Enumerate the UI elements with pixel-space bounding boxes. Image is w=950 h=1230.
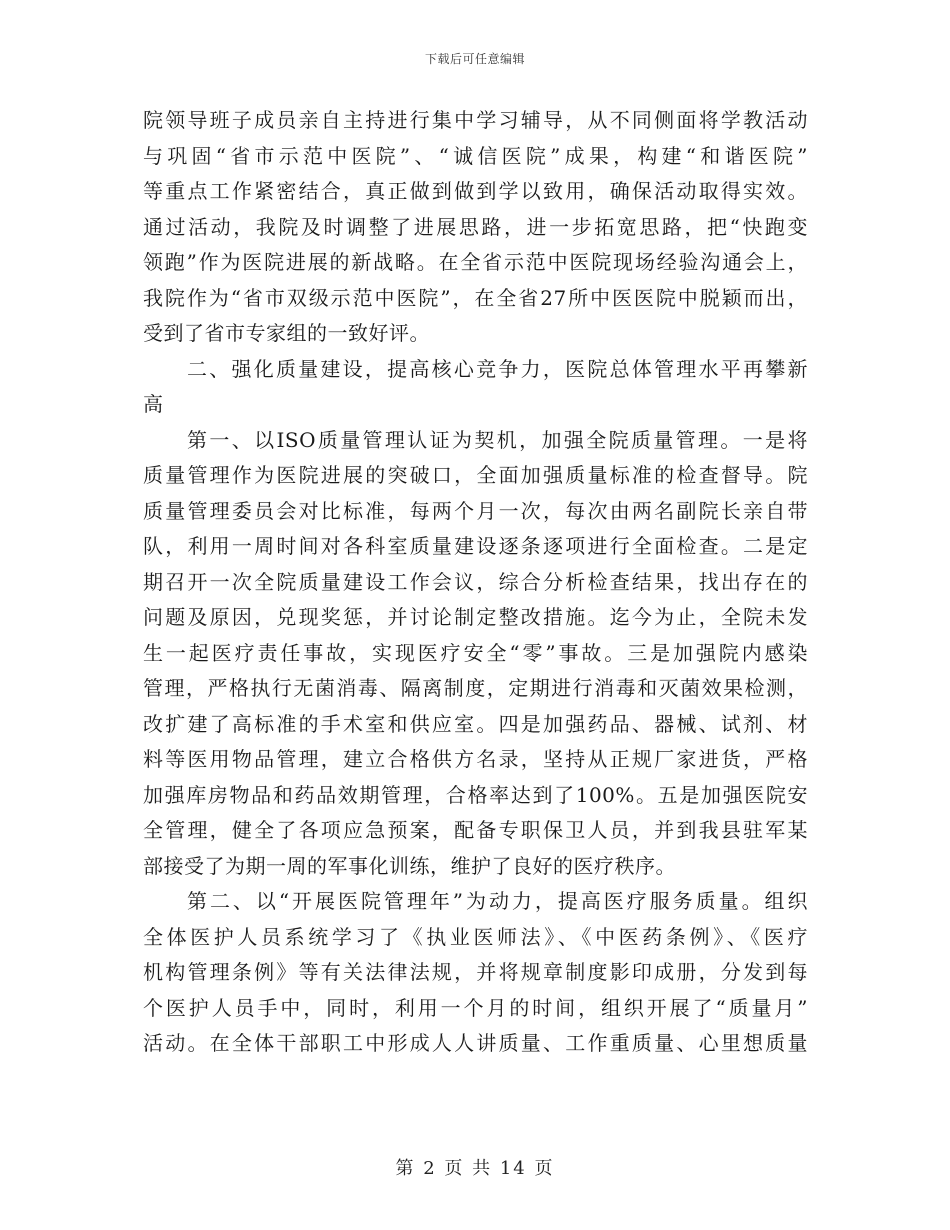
text-line: 料等医用物品管理，建立合格供方名录，坚持从正规厂家进货，严格 [143,747,808,771]
text-line: 部接受了为期一周的军事化训练，维护了良好的医疗秩序。 [143,853,676,878]
text-line: 通过活动，我院及时调整了进展思路，进一步拓宽思路，把“快跑变 [143,214,808,239]
text-line: 改扩建了高标准的手术室和供应室。四是加强药品、器械、试剂、材 [143,711,808,736]
text-line: 领跑”作为医院进展的新战略。在全省示范中医院现场经验沟通会上， [143,250,808,274]
text-line: 全体医护人员系统学习了《执业医师法》、《中医药条例》、《医疗 [143,924,808,949]
text-line: 机构管理条例》等有关法律法规，并将规章制度影印成册，分发到每 [143,960,808,984]
text-line: 队，利用一周时间对各科室质量建设逐条逐项进行全面检查。二是定 [143,534,808,558]
text-line: 质量管理委员会对比标准，每两个月一次，每次由两名副院长亲自带 [143,498,808,523]
text-line: 期召开一次全院质量建设工作会议，综合分析检查结果，找出存在的 [143,569,808,594]
section-heading-line: 二、强化质量建设，提高核心竞争力，医院总体管理水平再攀新 [187,356,808,381]
text-line: 加强库房物品和药品效期管理，合格率达到了100%。五是加强医院安 [143,782,808,807]
page-header: 下载后可任意编辑 [424,52,525,66]
text-line: 等重点工作紧密结合，真正做到做到学以致用，确保活动取得实效。 [143,179,808,203]
text-line: 质量管理作为医院进展的突破口，全面加强质量标准的检查督导。院 [143,463,808,487]
text-line: 院领导班子成员亲自主持进行集中学习辅导，从不同侧面将学教活动 [143,108,808,132]
text-line: 个医护人员手中，同时，利用一个月的时间，组织开展了“质量月” [143,995,808,1020]
text-line: 生一起医疗责任事故，实现医疗安全“零”事故。三是加强院内感染 [143,640,808,665]
text-line: 我院作为“省市双级示范中医院”，在全省27所中医医院中脱颖而出， [143,285,808,310]
text-line: 管理，严格执行无菌消毒、隔离制度，定期进行消毒和灭菌效果检测， [143,676,808,700]
text-line: 全管理，健全了各项应急预案，配备专职保卫人员，并到我县驻军某 [143,818,808,842]
text-line: 与巩固“省市示范中医院”、“诚信医院”成果，构建“和谐医院” [143,143,808,168]
text-line: 第一、以ISO质量管理认证为契机，加强全院质量管理。一是将 [187,427,808,452]
text-line: 问题及原因，兑现奖惩，并讨论制定整改措施。迄今为止，全院未发 [143,605,808,629]
section-heading-line: 高 [143,392,164,416]
text-line: 活动。在全体干部职工中形成人人讲质量、工作重质量、心里想质量 [143,1031,808,1055]
text-line: 第二、以“开展医院管理年”为动力，提高医疗服务质量。组织 [187,889,808,913]
text-line: 受到了省市专家组的一致好评。 [143,321,430,345]
document-body [143,103,808,1062]
page-footer: 第 2 页 共 14 页 [395,1158,555,1179]
